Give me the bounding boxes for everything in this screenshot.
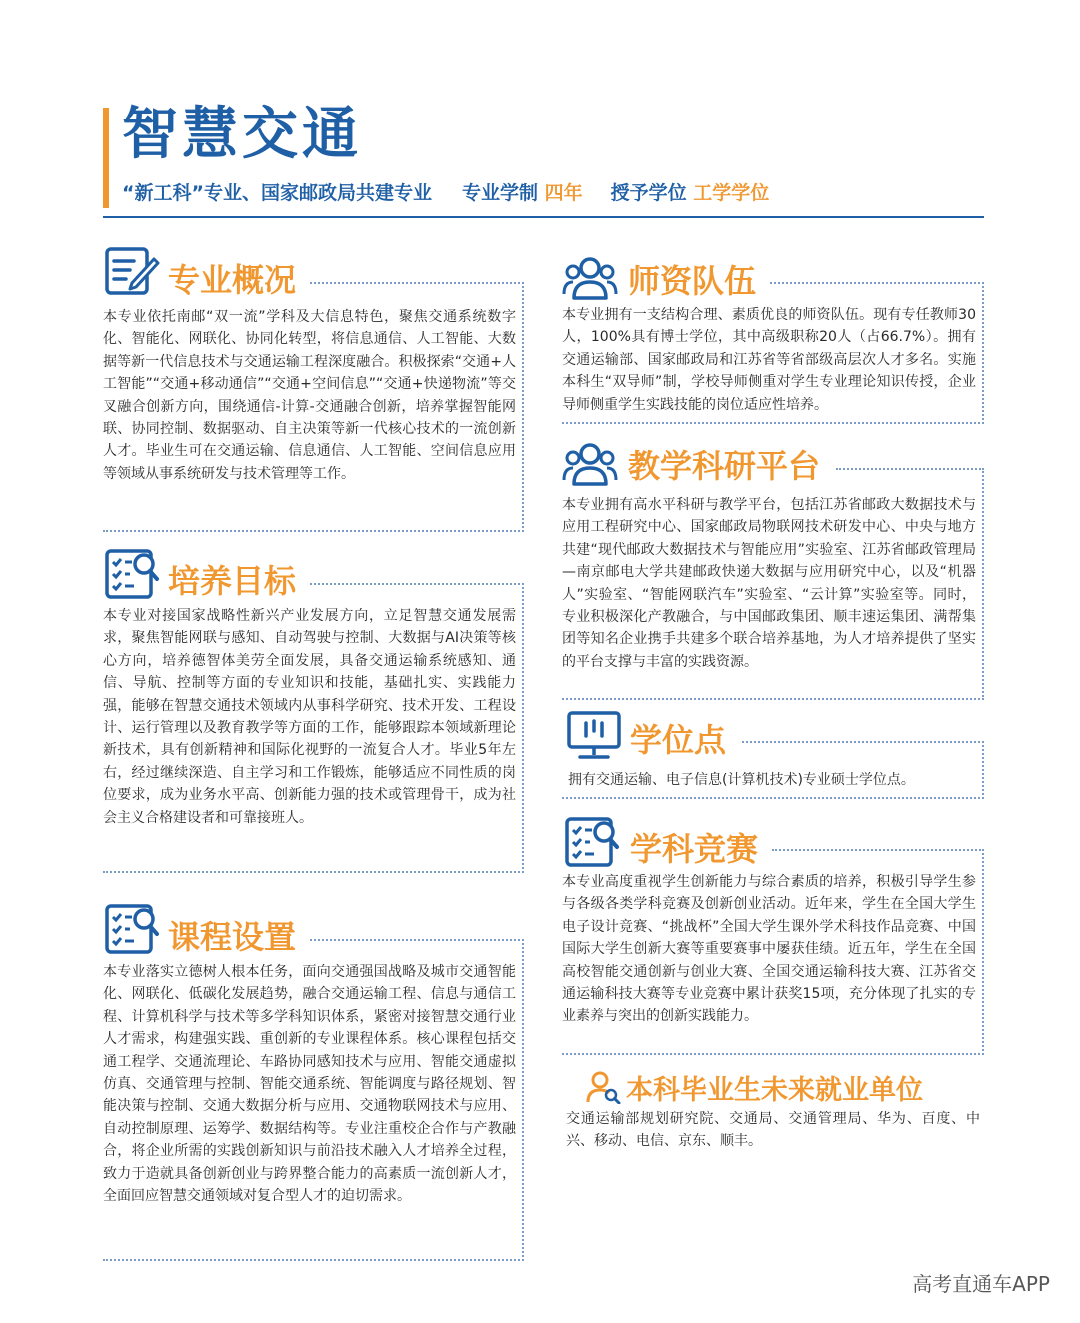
- section-box-overview: [103, 282, 524, 532]
- duration-label: 专业学制: [461, 182, 538, 204]
- page-title: 智慧交通: [122, 102, 362, 167]
- section-title-degree-points: 学位点: [630, 721, 727, 759]
- faculty-text: 本专业拥有一支结构合理、素质优良的师资队伍。现有专任教师30人，100%具有博士学位，其中高级职称20人（占66.7%）。拥有交通运输部、国家邮政局和江苏省等省部级高层次人才多名。实施本科生“双导师”制，学校导师侧重对学生专业理论知识传授，企业导师侧重学生实践技能的岗位适应性培养。: [562, 307, 976, 413]
- section-title-courses: 课程设置: [168, 918, 297, 956]
- section-title-employment: 本科毕业生未来就业单位: [626, 1075, 923, 1106]
- section-title-platform: 教学科研平台: [628, 447, 821, 485]
- section-box-courses: [103, 939, 524, 1261]
- page-subtitle: [122, 178, 769, 208]
- section-box-competitions: [562, 849, 984, 1055]
- section-box-faculty: [562, 282, 984, 424]
- overview-text: 本专业依托南邮“双一流”学科及大信息特色，聚焦交通系统数字化、智能化、网联化、协同化转型，将信息通信、人工智能、大数据等新一代信息技术与交通运输工程深度融合。积极探索“交通+人工智能”“交通+移动通信”“交通+空间信息”“交通+快递物流”等交叉融合创新方向，围绕通信-计算-交通融合创新，培养掌握智能网联、协同控制、数据驱动、自主决策等新一代核心技术的一流创新人才。毕业生可在交通运输、信息通信、人工智能、空间信息应用等领域从事系统研发与技术管理等工作。: [103, 309, 516, 482]
- competitions-text: 本专业高度重视学生创新能力与综合素质的培养，积极引导学生参与各级各类学科竞赛及创新创业活动。近年来，学生在全国大学生电子设计竞赛、“挑战杯”全国大学生课外学术科技作品竞赛、中国国际大学生创新大赛等重要赛事中屡获佳绩。近五年，学生在全国高校智能交通创新与创业大赛、全国交通运输科技大赛、江苏省交通运输科技大赛等专业竞赛中累计获奖15项，充分体现了扎实的专业素养与突出的创新实践能力。: [562, 874, 976, 1025]
- section-title-overview: 专业概况: [168, 261, 297, 299]
- header-divider: [103, 216, 984, 218]
- major-tags: “新工科”专业、国家邮政局共建专业: [122, 182, 432, 204]
- degree-points-text: 拥有交通运输、电子信息(计算机技术)专业硕士学位点。: [568, 772, 915, 788]
- watermark: 高考直通车APP: [912, 1272, 1050, 1296]
- section-box-goals: [103, 583, 524, 873]
- section-title-goals: 培养目标: [168, 562, 297, 600]
- section-title-competitions: 学科竞赛: [630, 830, 759, 868]
- section-box-degree-points: [562, 741, 984, 799]
- goals-text: 本专业对接国家战略性新兴产业发展方向，立足智慧交通发展需求，聚焦智能网联与感知、自动驾驶与控制、大数据与AI决策等核心方向，培养德智体美劳全面发展，具备交通运输系统感知、通信、导航、控制等方面的专业知识和技能，基础扎实、实践能力强，能够在智慧交通技术领域内从事科学研究、技术开发、工程设计、运行管理以及教育教学等方面的工作，能够跟踪本领域新理论新技术，具有创新精神和国际化视野的一流复合人才。毕业5年左右，经过继续深造、自主学习和工作锻炼，能够适应不同性质的岗位要求，成为业务水平高、创新能力强的技术或管理骨干，成为社会主义合格建设者和可靠接班人。: [103, 608, 516, 826]
- platform-text: 本专业拥有高水平科研与教学平台，包括江苏省邮政大数据技术与应用工程研究中心、国家邮政局物联网技术研发中心、中央与地方共建“现代邮政大数据技术与智能应用”实验室、江苏省邮政管理局—南京邮电大学共建邮政快递大数据与应用研究中心，以及“机器人”实验室、“智能网联汽车”实验室、“云计算”实验室等。同时，专业积极深化产教融合，与中国邮政集团、顺丰速运集团、满帮集团等知名企业携手共建多个联合培养基地，为人才培养提供了坚实的平台支撑与丰富的实践资源。: [562, 497, 976, 670]
- degree-label: 授予学位: [610, 182, 687, 204]
- duration-value: 四年: [544, 182, 583, 204]
- section-title-faculty: 师资队伍: [628, 262, 757, 300]
- employment-text: 交通运输部规划研究院、交通局、交通管理局、华为、百度、中兴、移动、电信、京东、顺丰。: [566, 1111, 980, 1150]
- section-box-employment: [566, 1108, 986, 1158]
- section-box-platform: [562, 468, 984, 700]
- title-accent-bar: [103, 108, 109, 208]
- courses-text: 本专业落实立德树人根本任务，面向交通强国战略及城市交通智能化、网联化、低碳化发展趋势，融合交通运输工程、信息与通信工程、计算机科学与技术等多学科知识体系，紧密对接智慧交通行业人才需求，构建强实践、重创新的专业课程体系。核心课程包括交通工程学、交通流理论、车路协同感知技术与应用、智能交通虚拟仿真、交通管理与控制、智能交通系统、智能调度与路径规划、智能决策与控制、交通大数据分析与应用、交通物联网技术与应用、自动控制原理、运筹学、数据结构等。专业注重校企合作与产教融合，将企业所需的实践创新知识与前沿技术融入人才培养全过程，致力于造就具备创新创业与跨界整合能力的高素质一流创新人才，全面回应智慧交通领域对复合型人才的迫切需求。: [103, 964, 516, 1205]
- degree-value: 工学学位: [693, 182, 770, 204]
- person-search-icon: [585, 1070, 621, 1104]
